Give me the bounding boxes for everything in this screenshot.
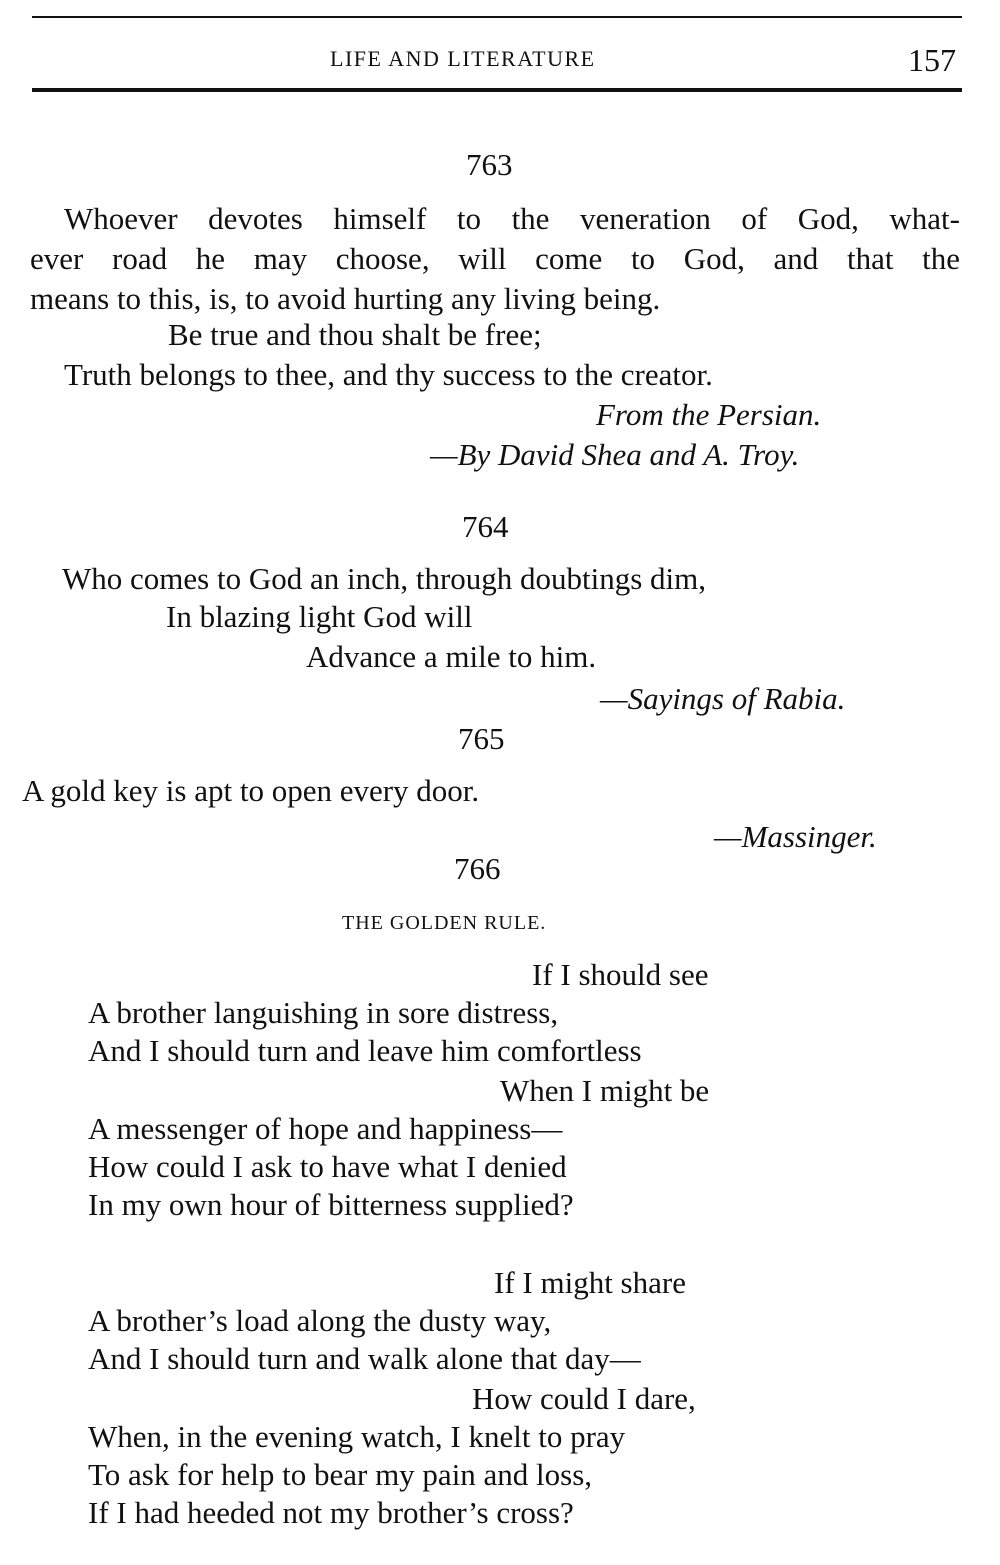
attribution: —By David Shea and A. Troy. — [430, 437, 800, 472]
entry-number: 765 — [458, 721, 505, 756]
verse-line: And I should turn and walk alone that day— — [88, 1341, 641, 1376]
entry-number: 766 — [454, 851, 501, 886]
verse-line: To ask for help to bear my pain and loss, — [88, 1457, 593, 1492]
verse-line: In my own hour of bitterness supplied? — [88, 1187, 574, 1222]
verse-line: If I should see — [532, 957, 709, 992]
verse-line: How could I ask to have what I denied — [88, 1149, 567, 1184]
verse-line: If I had heeded not my brother’s cross? — [88, 1495, 574, 1530]
verse-line: Be true and thou shalt be free; — [168, 317, 542, 352]
verse-line: When I might be — [500, 1073, 710, 1108]
verse-line: A brother’s load along the dusty way, — [88, 1303, 552, 1338]
entry-line: ever road he may choose, will come to God, and that the — [30, 241, 960, 276]
running-head: LIFE AND LITERATURE — [330, 46, 596, 71]
verse-line: Truth belongs to thee, and thy success to the creator. — [64, 357, 713, 392]
verse-line: And I should turn and leave him comfortless — [88, 1033, 642, 1068]
attribution: —Massinger. — [714, 819, 877, 854]
source-line: From the Persian. — [596, 397, 822, 432]
page-number: 157 — [908, 42, 956, 78]
attribution: —Sayings of Rabia. — [600, 681, 846, 716]
entry-line: Whoever devotes himself to the veneration of God, what- — [64, 201, 960, 236]
verse-line: How could I dare, — [472, 1381, 696, 1416]
verse-line: Advance a mile to him. — [306, 639, 597, 674]
verse-line: A messenger of hope and happiness— — [88, 1111, 563, 1146]
header-bottom-rule — [32, 88, 962, 92]
verse-line: If I might share — [494, 1265, 686, 1300]
entry-line: means to this, is, to avoid hurting any living being. — [30, 281, 661, 316]
verse-line: Who comes to God an inch, through doubtings dim, — [62, 561, 707, 596]
entry-line: A gold key is apt to open every door. — [22, 773, 480, 808]
verse-line: When, in the evening watch, I knelt to pray — [88, 1419, 626, 1454]
verse-line: In blazing light God will — [166, 599, 473, 634]
entry-number: 763 — [466, 147, 513, 182]
header-top-rule — [32, 16, 962, 18]
entry-number: 764 — [462, 509, 509, 544]
verse-line: A brother languishing in sore distress, — [88, 995, 559, 1030]
poem-title: THE GOLDEN RULE. — [342, 912, 547, 934]
